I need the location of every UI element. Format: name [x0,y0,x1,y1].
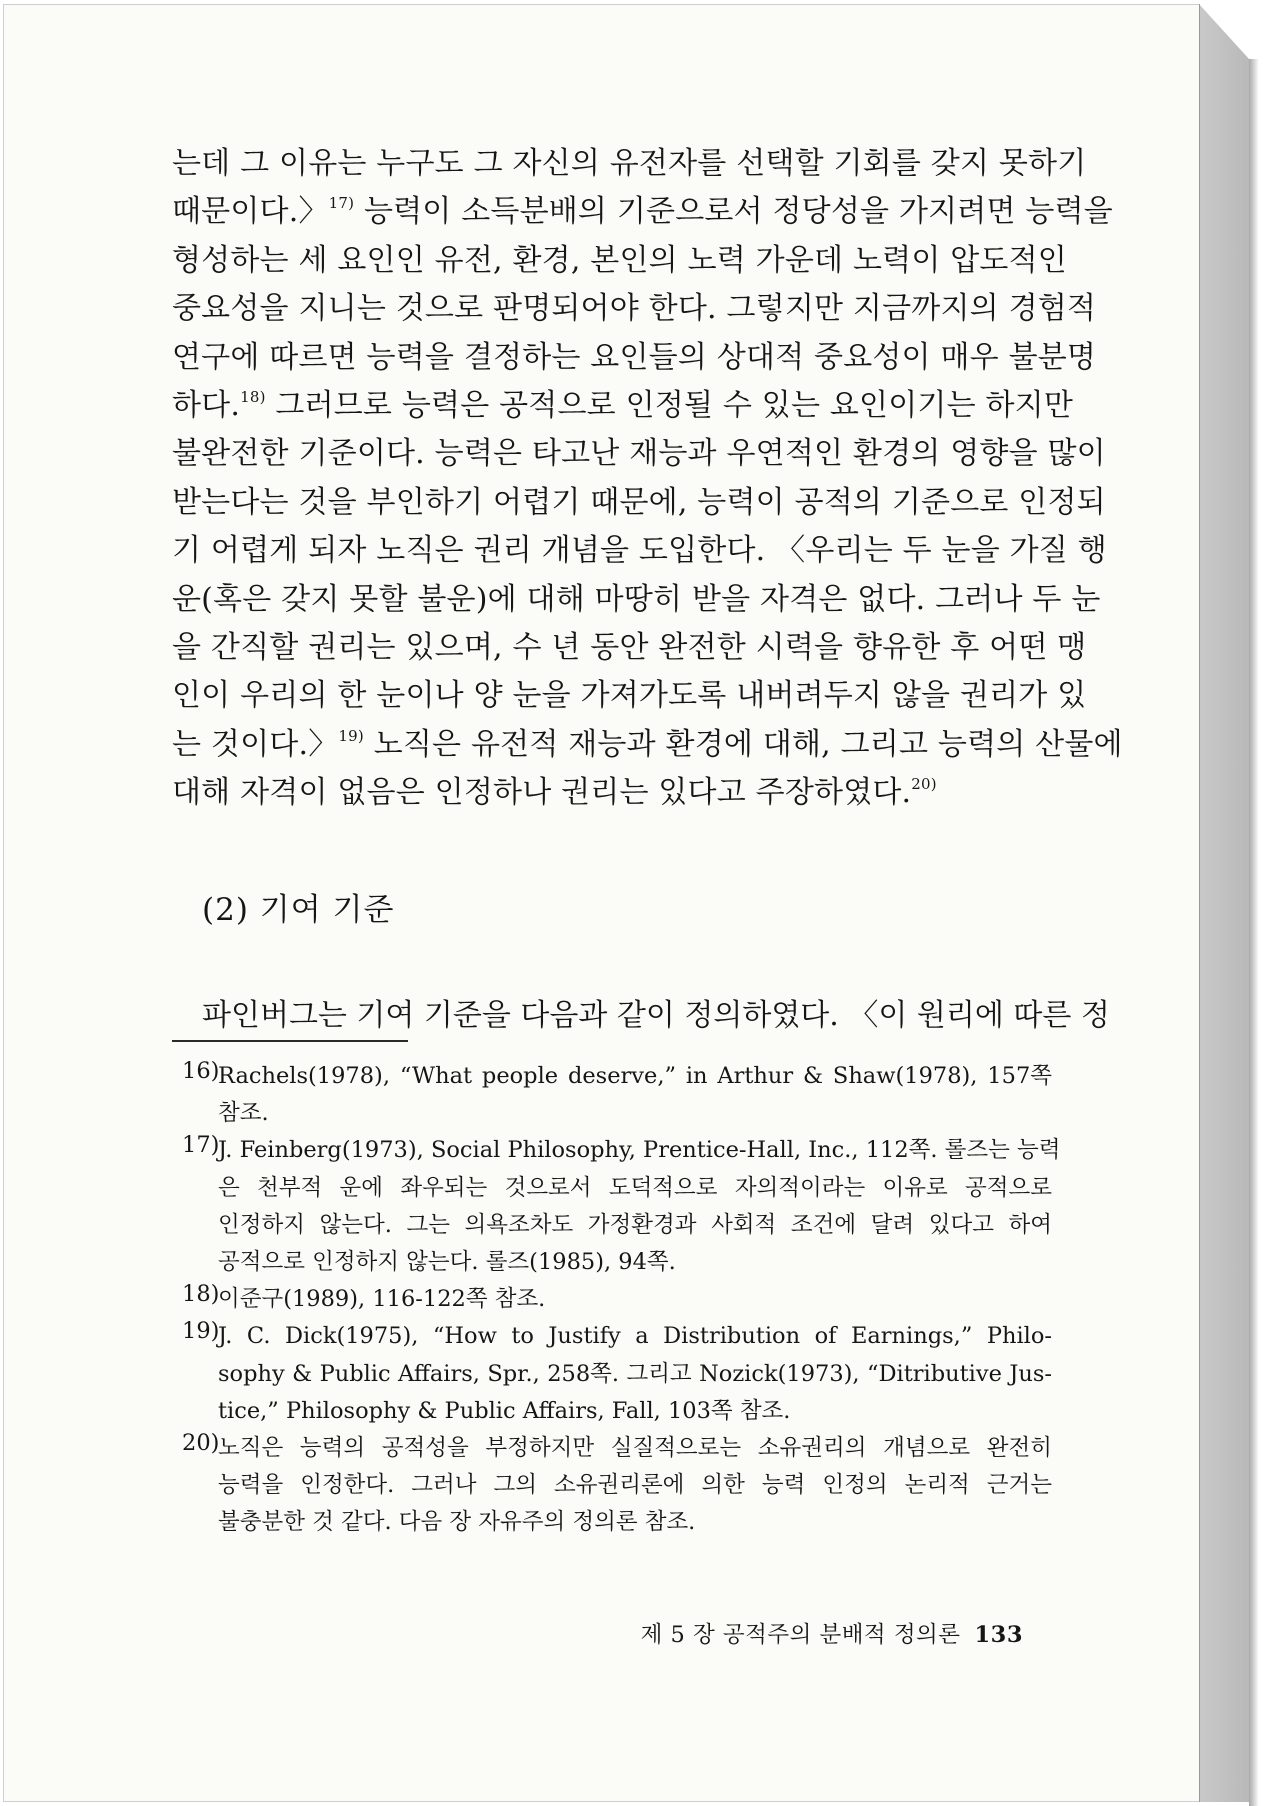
footnote-ref-19[interactable]: 19) [338,726,364,745]
footnote-line: 이준구(1989), 116-122쪽 참조. [218,1286,546,1313]
footnote-number: 17) [182,1132,220,1159]
footnote-number: 16) [182,1058,220,1084]
footnote-20 [172,1430,1052,1542]
footnote-16 [172,1058,1052,1132]
footnote-separator [172,1040,408,1042]
body-text [172,140,1123,817]
body-line: 받는다는 것을 부인하기 어렵기 때문에, 능력이 공적의 기준으로 인정되 [172,484,1106,520]
body-line: 하다.$^{18)}$ 그러므로 능력은 공적으로 인정될 수 있는 요인이기는 하지만 [172,387,1074,423]
footnote-17 [172,1132,1061,1281]
body-line: 불완전한 기준이다. 능력은 타고난 재능과 우연적인 환경의 영향을 많이 [172,436,1106,472]
body-line: 연구에 따르면 능력을 결정하는 요인들의 상대적 중요성이 매우 불분명 [172,339,1097,375]
footnotes [172,1058,1061,1541]
body-line: 때문이다.〉$^{17)}$ 능력이 소득분배의 기준으로서 정당성을 가지려면 능력을 [172,194,1113,230]
footnote-ref-20[interactable]: 20) [911,775,937,794]
footnote-number: 19) [182,1318,220,1345]
footnote-19 [172,1318,1052,1430]
body-line: 기 어렵게 되자 노직은 권리 개념을 도입한다. 〈우리는 두 눈을 가질 행 [172,533,1107,569]
footnote-line: 공적으로 인정하지 않는다. 롤즈(1985), 94쪽. [218,1248,676,1275]
section-heading: (2) 기여 기준 [202,892,395,928]
footnote-line: 노직은 능력의 공적성을 부정하지만 실질적으로는 소유권리의 개념으로 완전히 [218,1434,1052,1461]
running-footer [641,1617,1023,1649]
footnote-line: J. C. Dick(1975), “How to Justify a Distribution of Earnings,” Philo- [218,1323,1052,1350]
body-line: 운(혹은 갖지 못할 불운)에 대해 마땅히 받을 자격은 없다. 그러나 두 눈 [172,581,1101,617]
footnote-line: sophy & Public Affairs, Spr., 258쪽. 그리고 Nozick(1973), “Ditributive Jus- [218,1360,1052,1387]
footnote-line: 은 천부적 운에 좌우되는 것으로서 도덕적으로 자의적이라는 이유로 공적으로 [218,1174,1052,1201]
footnote-number: 20) [182,1429,220,1456]
page-number: 133 [974,1622,1023,1648]
body-line: 대해 자격이 없음은 인정하나 권리는 있다고 주장하였다.$^{20)}$ [172,775,937,811]
chapter-title: 제 5 장 공적주의 분배적 정의론 [640,1622,961,1648]
body-line: 는데 그 이유는 누구도 그 자신의 유전자를 선택할 기회를 갖지 못하기 [172,146,1087,181]
body-line: 을 간직할 권리는 있으며, 수 년 동안 완전한 시력을 향유한 후 어떤 맹 [172,629,1087,665]
footnote-line: 인정하지 않는다. 그는 의욕조차도 가정환경과 사회적 조건에 달려 있다고 하여 [218,1211,1052,1238]
section-lead-line: 파인버그는 기여 기준을 다음과 같이 정의하였다. 〈이 원리에 따른 정 [202,998,1110,1033]
page-edge-stack [1199,4,1249,1802]
body-line: 는 것이다.〉$^{19)}$ 노직은 유전적 재능과 환경에 대해, 그리고 능력의 산물에 [172,726,1123,762]
body-line: 인이 우리의 한 눈이나 양 눈을 가져가도록 내버려두지 않을 권리가 있 [172,678,1087,714]
footnote-line: Rachels(1978), “What people deserve,” in Arthur & Shaw(1978), 157쪽 [218,1063,1052,1089]
page-shadow [1249,59,1259,1806]
page-edge-line [1199,4,1200,1802]
footnote-ref-17[interactable]: 17) [328,194,355,213]
body-line: 형성하는 세 요인인 유전, 환경, 본인의 노력 가운데 노력이 압도적인 [172,242,1067,278]
footnote-line: 참조. [218,1100,269,1127]
footnote-number: 18) [182,1281,220,1308]
footnote-line: tice,” Philosophy & Public Affairs, Fall, 103쪽 참조. [218,1397,791,1424]
footnote-ref-18[interactable]: 18) [240,387,266,406]
footnote-18 [172,1281,1052,1318]
body-line: 중요성을 지니는 것으로 판명되어야 한다. 그렇지만 지금까지의 경험적 [172,291,1097,327]
footnote-line: 능력을 인정한다. 그러나 그의 소유권리론에 의한 능력 인정의 논리적 근거는 [218,1472,1052,1499]
footnote-line: J. Feinberg(1973), Social Philosophy, Prentice-Hall, Inc., 112쪽. 롤즈는 능력 [218,1137,1061,1164]
footnote-line: 불충분한 것 같다. 다음 장 자유주의 정의론 참조. [218,1509,696,1536]
